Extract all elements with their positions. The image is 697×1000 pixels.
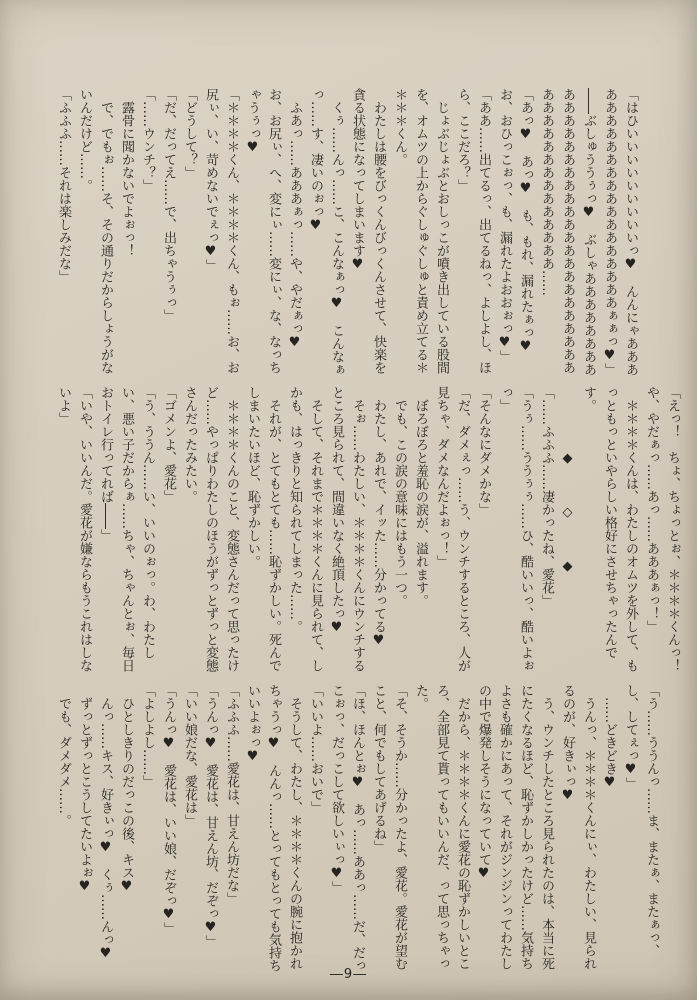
paragraph: 「いい娘だな、愛花は」 [182, 684, 197, 827]
paragraph: だから、＊＊＊＊くんに愛花の恥ずかしいところ、全部見て貰ってもいいんだ、って思っちゃった。 [413, 684, 470, 970]
paragraph: 「……ふふふ……凄かったね、愛花」 [539, 386, 554, 607]
paragraph: 「いいよ……おいで」 [308, 684, 323, 814]
paragraph: 「どうして？」 [182, 88, 197, 179]
paragraph: ぼろぼろと羞恥の涙が、溢れます。 [413, 386, 428, 607]
paragraph: 「ああ……出てるっ、出てるねっ、よしよし、ほら、ここだろ？」 [455, 88, 491, 374]
paragraph: 「うんっ♥ 愛花は、甘えん坊、だぞっ♥」 [203, 684, 218, 948]
paragraph: 「だ、ダメぇっ……う、ウンチするところ、人が見ちゃ、ダメなんだよぉっ！」 [434, 386, 470, 672]
paragraph: くぅ……んっ……こ、こんなぁっ♥ こんなぁっ……す、凄いのぉっ♥ [308, 88, 344, 376]
paragraph: ずっとずっとこうしてたいよぉ♥ [77, 684, 92, 894]
paragraph: じょぶじょぶとおしっこが噴き出している股間を、オムツの上からぐしゅぐしゅと責め立てる＊＊＊＊くん。 [392, 88, 449, 374]
paragraph: 「よしよし……」 [140, 684, 155, 788]
paragraph: 「ゴメンよ、愛花」 [161, 386, 176, 503]
paragraph: ――ぶしゅううぅっ♥ ぶしゃああああああああああああああああああああああああああああああああああああああああああああ…… [539, 88, 596, 376]
paragraph: 「えっ！ ちょ、ちょっとぉ、＊＊＊＊くんっ！や、やだぁっ……あっ……あああぁっ！」 [644, 386, 680, 672]
paragraph: そうして、わたし、＊＊＊＊くんの腕に抱かれちゃうっ♥ んんっ……とってもとっても気持ちいいよぉっ♥ [245, 684, 302, 972]
paragraph: 「いや、いいんだ。愛花が嫌ならもうこれはしないよ」 [56, 386, 92, 672]
paragraph: そして、それまで＊＊＊＊くんに見られて、しかも、はっきりと知られてしまった……。 [287, 386, 323, 672]
text-block-top [53, 88, 641, 376]
paragraph: ……どきどき♥ [602, 684, 617, 790]
paragraph: 「そんなにダメかな」 [476, 386, 491, 516]
page-number: ―9― [329, 967, 368, 982]
text-block-bottom [53, 684, 662, 972]
paragraph: 「だ、だってえ……で、出ちゃうぅっ」 [161, 88, 176, 322]
paragraph: ひとしきりのだっこの後、キス♥ [119, 684, 134, 894]
paragraph: 「ふふふ……愛花は、甘えん坊だな」 [224, 684, 239, 905]
paragraph: 「ほ、ほんとぉ♥ あっ……ああっ……だ、だっこぉっ、だっこして欲しいぃっ♥」 [329, 684, 365, 972]
paragraph: 露骨に聞かないでよぉっ！ [119, 88, 134, 257]
paragraph: わたしは腰をびっくんびっくんさせて、快楽を貪る状態になってしまいます♥ [350, 88, 386, 374]
paragraph: 「うぅ……ううぅぅ……ひ、酷いいっ、酷いよぉっ」 [497, 386, 533, 672]
paragraph: それが、とてもとても……恥ずかしい。死んでしまいたいほど、恥ずかしい。 [245, 386, 281, 672]
paragraph: 「……ウンチ？」 [140, 88, 155, 192]
paragraph: 「ふふふ……それは楽しみだな」 [56, 88, 71, 283]
paragraph: 「あっ♥ あっ♥ も、もれ、漏れたぁっ♥ お、おひっこぉっ、も、漏れたよおおぉっ♥」 [497, 88, 533, 367]
paragraph: でも、ダメダメ……。 [56, 684, 71, 827]
paragraph: う、ウンチしたところ見られたのは、本当に死にたくなるほど、恥ずかしかったけど……気持ちよさも確かにあって、それがジンジンってわたしの中で爆発しそうになっていて♥ [476, 684, 554, 970]
text-area [53, 88, 680, 982]
paragraph: 「はひいいいいいいいいいっ♥ んんにゃああああああああああああああああああああぁぁっ♥」 [602, 88, 638, 376]
paragraph: で、でもぉ……そ、その通りだからしょうがないんだけど……。 [77, 88, 113, 374]
paragraph: でも、この涙の意味にはもう一つ。 [392, 386, 407, 607]
paragraph: んっ……キス、好きぃっ♥ くぅ……んっ♥ [98, 684, 113, 961]
paragraph: 「う……ううんっ……ま、またぁ、またぁっ、し、してぇっ♥」 [623, 684, 659, 957]
paragraph: 「＊＊＊＊くん、＊＊＊＊くん、もぉ……お、お尻ぃ、い、苛めないでぇっ♥」 [203, 88, 239, 374]
paragraph: うんっ、＊＊＊＊くんにぃ、わたしい、見られるのが、好きぃっ♥ [560, 684, 596, 970]
paragraph: 「うんっ♥ 愛花は、いい娘、だぞっ♥」 [161, 684, 176, 935]
paragraph: そぉ……わたしい、＊＊＊＊くんにウンチするところ見られて、間違いなく絶頂したっ♥ [329, 386, 365, 672]
paragraph: わたし、あれで、イッた……分かってる♥ [371, 386, 386, 648]
scene-divider: ◆ ◇ ◆ [560, 386, 575, 574]
paragraph: ＊＊＊＊くんのこと、変態さんだって思ったけど……やっぱりわたしのほうがずっとずっと変態さんだったみたい。 [182, 386, 239, 672]
paragraph: ふあっ……あああぁっ……や、やだぁっ♥ お、お尻ぃ、へ、変にぃ……変にぃ、な、なっちゃうぅっ♥ [245, 88, 302, 374]
paragraph: 「そ、そうか……分かったよ、愛花。愛花が望むこと、何でもしてあげるね」 [371, 684, 407, 970]
text-block-middle [53, 386, 683, 674]
paragraph: 「う、ううん……い、いいのぉっ。わ、わたしい、悪い子だからぁ……ちゃ、ちゃんとぉ、毎日おトイレ行ってれば――」 [98, 386, 155, 672]
paragraph: ＊＊＊＊くんは、わたしのオムツを外して、もっともっといやらしい格好にさせちゃったんです。 [581, 386, 638, 672]
